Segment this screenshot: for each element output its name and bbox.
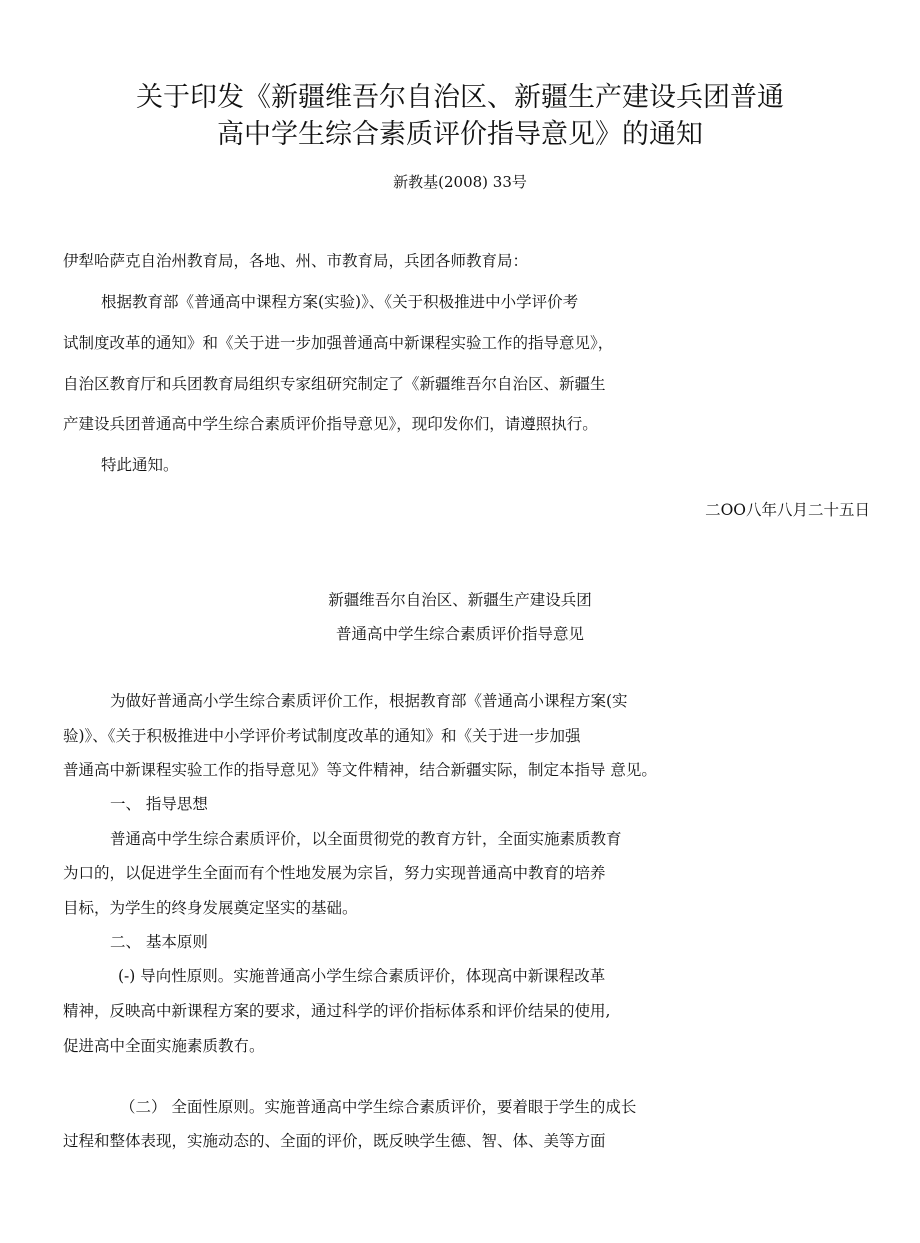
section-text-line: 为口的，以促进学生全面而有个性地发展为宗旨，努力实现普通高中教育的培养 [63, 864, 606, 882]
issue-date: 二OO八年八月二十五日 [705, 501, 870, 519]
principle-line: 精神，反映高中新课程方案的要求，通过科学的评价指标体系和评价结杲的使用, [63, 1002, 611, 1020]
principle-line: （二） 全面性原则。实施普通高中学生综合素质评价，要着眼于学生的成长 [120, 1098, 637, 1116]
section-heading: 二、 基本原则 [110, 933, 208, 951]
notice-title-line-2: 高中学生综合素质评价指导意见》的通知 [217, 119, 703, 150]
notice-title-line-1: 关于印发《新疆维吾尔自治区、新疆生产建设兵团普通 [136, 82, 784, 113]
notice-body-line: 试制度改革的通知》和《关于进一步加强普通高中新课程实验工作的指导意见》， [63, 334, 614, 352]
notice-body-line: 自治区教育厅和兵团教育局组织专家组研究制定了《新疆维吾尔自治区、新疆生 [63, 375, 606, 393]
notice-body-line: 根据教育部《普通高中课程方案(实验)》、《关于积极推进中小学评价考 [101, 293, 579, 311]
intro-line: 普通高中新课程实验工作的指导意见》等文件精神，结合新疆实际，制定本指导 意见。 [63, 761, 657, 779]
principle-line: (-) 导向性原则。实施普通高小学生综合素质评价，体现高中新课程改革 [118, 967, 606, 985]
guidance-title-line-2: 普通高中学生综合素质评价指导意见 [335, 625, 584, 643]
guidance-title-line-1: 新疆维吾尔自治区、新疆生产建设兵团 [328, 591, 592, 609]
intro-line: 验)》、《关于积极推进中小学评价考试制度改革的通知》和《关于进一步加强 [63, 727, 581, 745]
principle-line: 促进高中全面实施素质教冇。 [63, 1037, 265, 1055]
section-heading: 一、 指导思想 [110, 795, 208, 813]
addressee: 伊犁哈萨克自治州教育局，各地、州、市教育局，兵团各师教育局： [63, 252, 529, 270]
section-text-line: 普通高中学生综合素质评价，以全面贯彻党的教育方针，全面实施素质教育 [110, 830, 622, 848]
notice-body-line: 产建设兵团普通高中学生综合素质评价指导意见》，现印发你们，请遵照执行。 [63, 415, 598, 433]
principle-line: 过程和整体表现，实施动态的、全面的评价，既反映学生德、智、体、美等方面 [63, 1132, 606, 1150]
intro-line: 为做好普通高小学生综合素质评价工作，根据教育部《普通高小课程方案(实 [110, 692, 628, 710]
document-number: 新教基(2008) 33号 [393, 173, 527, 191]
section-text-line: 目标，为学生的终身发展奠定坚实的基础。 [63, 899, 358, 917]
closing-remark: 特此通知。 [101, 456, 179, 474]
